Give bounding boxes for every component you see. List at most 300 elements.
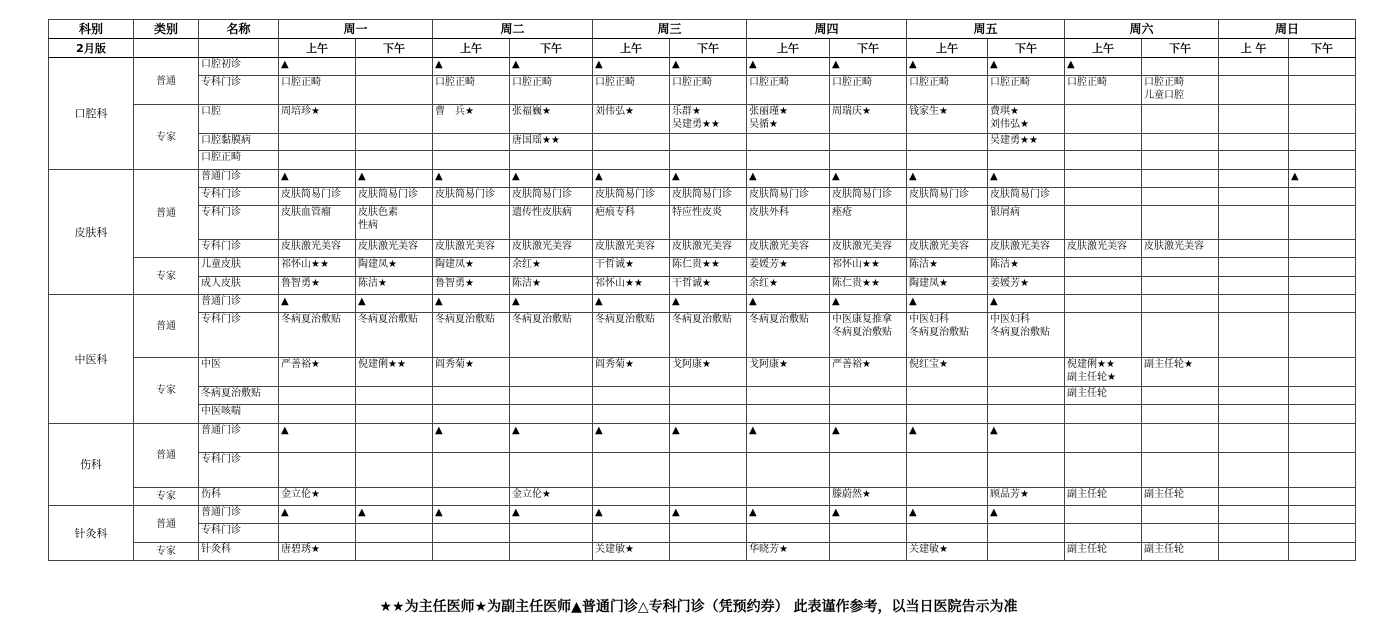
schedule-cell: 冬病夏治敷贴 — [670, 313, 747, 358]
schedule-cell — [1142, 170, 1219, 188]
clinic-name-cell: 针灸科 — [199, 543, 279, 561]
schedule-cell — [1142, 453, 1219, 488]
schedule-cell: 吴建勇★★ — [988, 134, 1065, 151]
schedule-cell: ▲ — [593, 424, 670, 453]
schedule-cell: ▲ — [747, 295, 830, 313]
schedule-cell: 陶建凤★ — [433, 258, 510, 277]
schedule-cell: 唐国瑶★★ — [510, 134, 593, 151]
schedule-cell — [279, 134, 356, 151]
schedule-cell: 皮肤激光美容 — [593, 240, 670, 258]
schedule-cell — [1289, 405, 1356, 424]
cell-line: 中医妇科 — [990, 314, 1030, 325]
schedule-cell: 口腔正畸 — [279, 76, 356, 105]
schedule-cell — [1219, 277, 1289, 295]
schedule-cell: 阎秀菊★ — [433, 358, 510, 387]
legend: ★★为主任医师★为副主任医师▲普通门诊△专科门诊（凭预约券） 此表谨作参考，以当日医院告示为准 — [379, 599, 1018, 615]
schedule-cell: ▲ — [907, 295, 988, 313]
schedule-cell: ▲ — [907, 58, 988, 76]
category-cell: 普通 — [134, 506, 199, 543]
schedule-cell — [1219, 358, 1289, 387]
department-cell: 中医科 — [49, 295, 134, 424]
schedule-cell — [747, 405, 830, 424]
schedule-cell: 倪红宝★ — [907, 358, 988, 387]
schedule-cell: 严善裕★ — [279, 358, 356, 387]
schedule-cell — [670, 543, 747, 561]
schedule-cell: 冬病夏治敷贴 — [279, 313, 356, 358]
schedule-cell: 副主任轮 — [1142, 543, 1219, 561]
cell-line: 费琪★ — [990, 106, 1019, 117]
schedule-cell — [593, 488, 670, 506]
version-label: 2月版 — [49, 39, 134, 58]
schedule-cell — [1289, 295, 1356, 313]
schedule-cell — [1289, 424, 1356, 453]
schedule-cell — [1219, 524, 1289, 543]
schedule-cell — [670, 134, 747, 151]
schedule-cell — [747, 387, 830, 405]
schedule-cell: 金立伦★ — [279, 488, 356, 506]
schedule-cell: ▲ — [356, 295, 433, 313]
schedule-cell: 副主任轮 — [1065, 488, 1142, 506]
cell-line: 刘伟弘★ — [990, 119, 1029, 130]
clinic-name-cell: 专科门诊 — [199, 76, 279, 105]
schedule-cell — [1289, 76, 1356, 105]
table-row — [49, 206, 1356, 240]
schedule-cell — [1065, 170, 1142, 188]
schedule-cell: 阎秀菊★ — [593, 358, 670, 387]
schedule-cell — [830, 405, 907, 424]
table-row — [49, 76, 1356, 105]
table-row — [49, 170, 1356, 188]
pm-header: 下午 — [1289, 39, 1356, 58]
department-cell: 伤科 — [49, 424, 134, 506]
cell-line: 吴建勇★★ — [672, 119, 720, 130]
day-header-sun: 周日 — [1219, 20, 1356, 39]
schedule-cell: 皮肤激光美容 — [433, 240, 510, 258]
schedule-cell: 银屑病 — [988, 206, 1065, 240]
schedule-cell — [747, 105, 830, 134]
cell-line: 副主任轮★ — [1067, 372, 1116, 383]
schedule-cell: 皮肤简易门诊 — [670, 188, 747, 206]
schedule-cell: 皮肤简易门诊 — [988, 188, 1065, 206]
am-header: 上午 — [1065, 39, 1142, 58]
schedule-cell — [1289, 313, 1356, 358]
schedule-cell: 皮肤简易门诊 — [907, 188, 988, 206]
schedule-cell — [1219, 488, 1289, 506]
schedule-cell — [907, 387, 988, 405]
schedule-cell — [433, 405, 510, 424]
schedule-cell: ▲ — [433, 170, 510, 188]
schedule-cell: 陈洁★ — [907, 258, 988, 277]
schedule-cell: ▲ — [670, 170, 747, 188]
schedule-cell — [670, 105, 747, 134]
schedule-cell — [1289, 387, 1356, 405]
day-header-wed: 周三 — [593, 20, 747, 39]
schedule-cell — [1219, 424, 1289, 453]
schedule-cell: ▲ — [433, 424, 510, 453]
schedule-cell: 冬病夏治敷贴 — [747, 313, 830, 358]
schedule-cell — [510, 405, 593, 424]
schedule-cell: 陶建凤★ — [907, 277, 988, 295]
cell-line: 冬病夏治敷贴 — [990, 327, 1050, 338]
schedule-cell — [907, 524, 988, 543]
schedule-cell — [1289, 258, 1356, 277]
schedule-cell — [907, 151, 988, 170]
schedule-cell: ▲ — [279, 295, 356, 313]
schedule-cell: 戈阿康★ — [670, 358, 747, 387]
schedule-cell: 鲁智勇★ — [279, 277, 356, 295]
schedule-cell — [1219, 206, 1289, 240]
schedule-cell — [510, 543, 593, 561]
cell-line: 冬病夏治敷贴 — [909, 327, 969, 338]
schedule-cell: 张福巍★ — [510, 105, 593, 134]
schedule-cell — [1142, 277, 1219, 295]
schedule-cell — [1289, 188, 1356, 206]
name-header: 名称 — [199, 20, 279, 39]
schedule-cell — [1142, 58, 1219, 76]
schedule-cell: 陈仁贵★★ — [830, 277, 907, 295]
table-row — [49, 295, 1356, 313]
schedule-cell — [1142, 76, 1219, 105]
schedule-cell: 特应性皮炎 — [670, 206, 747, 240]
schedule-cell — [988, 453, 1065, 488]
cell-line: 中医妇科 — [909, 314, 949, 325]
table-row — [49, 277, 1356, 295]
schedule-cell — [1142, 506, 1219, 524]
schedule-cell — [510, 524, 593, 543]
am-header: 上午 — [907, 39, 988, 58]
schedule-cell — [433, 524, 510, 543]
category-cell: 专家 — [134, 488, 199, 506]
clinic-name-cell: 口腔初诊 — [199, 58, 279, 76]
schedule-cell: ▲ — [593, 506, 670, 524]
schedule-cell — [1142, 313, 1219, 358]
schedule-cell — [988, 524, 1065, 543]
schedule-cell: ▲ — [830, 506, 907, 524]
schedule-cell: ▲ — [670, 424, 747, 453]
schedule-cell — [593, 134, 670, 151]
schedule-cell: ▲ — [510, 295, 593, 313]
blank-header — [199, 39, 279, 58]
schedule-cell — [670, 387, 747, 405]
category-cell: 专家 — [134, 543, 199, 561]
schedule-cell — [988, 358, 1065, 387]
schedule-cell: ▲ — [1065, 58, 1142, 76]
schedule-cell: 余红★ — [747, 277, 830, 295]
schedule-cell: 口腔正畸 — [670, 76, 747, 105]
schedule-cell — [1142, 188, 1219, 206]
schedule-cell: ▲ — [279, 424, 356, 453]
schedule-cell: 严善裕★ — [830, 358, 907, 387]
schedule-cell: ▲ — [1289, 170, 1356, 188]
schedule-cell: 皮肤激光美容 — [907, 240, 988, 258]
schedule-cell — [1219, 313, 1289, 358]
schedule-cell — [747, 151, 830, 170]
dept-header: 科别 — [49, 20, 134, 39]
schedule-cell — [747, 488, 830, 506]
schedule-cell: 戈阿康★ — [747, 358, 830, 387]
clinic-name-cell: 中医咳喘 — [199, 405, 279, 424]
schedule-cell — [1219, 295, 1289, 313]
schedule-cell: 姜媛芳★ — [747, 258, 830, 277]
schedule-cell — [1142, 134, 1219, 151]
schedule-cell — [1219, 188, 1289, 206]
schedule-cell — [1219, 58, 1289, 76]
schedule-cell: 倪建俐★★ — [356, 358, 433, 387]
schedule-cell: 刘伟弘★ — [593, 105, 670, 134]
schedule-cell — [356, 76, 433, 105]
schedule-cell — [747, 524, 830, 543]
clinic-name-cell: 专科门诊 — [199, 453, 279, 488]
schedule-cell: ▲ — [593, 58, 670, 76]
clinic-name-cell: 普通门诊 — [199, 506, 279, 524]
category-cell: 专家 — [134, 105, 199, 170]
schedule-cell: 陶建凤★ — [356, 258, 433, 277]
day-header-thu: 周四 — [747, 20, 907, 39]
am-header: 上午 — [279, 39, 356, 58]
schedule-cell — [1065, 105, 1142, 134]
schedule-cell — [1065, 453, 1142, 488]
schedule-cell: 冬病夏治敷贴 — [356, 313, 433, 358]
schedule-cell: 周培珍★ — [279, 105, 356, 134]
cell-line: 倪建俐★★ — [1067, 359, 1115, 370]
schedule-cell — [988, 543, 1065, 561]
clinic-name-cell: 伤科 — [199, 488, 279, 506]
schedule-cell: 遗传性皮肤病 — [510, 206, 593, 240]
schedule-cell: 皮肤简易门诊 — [279, 188, 356, 206]
schedule-cell: ▲ — [670, 58, 747, 76]
schedule-table — [48, 19, 1356, 561]
schedule-cell — [433, 453, 510, 488]
schedule-cell: 皮肤激光美容 — [356, 240, 433, 258]
schedule-cell — [433, 543, 510, 561]
schedule-cell — [907, 453, 988, 488]
pm-header: 下午 — [510, 39, 593, 58]
pm-header: 下午 — [1142, 39, 1219, 58]
schedule-cell: 皮肤激光美容 — [1142, 240, 1219, 258]
clinic-name-cell: 中医 — [199, 358, 279, 387]
schedule-cell: ▲ — [356, 506, 433, 524]
category-cell: 普通 — [134, 295, 199, 358]
cell-line: 乐群★ — [672, 106, 701, 117]
schedule-cell: 陈洁★ — [356, 277, 433, 295]
schedule-cell — [1142, 387, 1219, 405]
schedule-cell: 姜媛芳★ — [988, 277, 1065, 295]
schedule-cell — [279, 405, 356, 424]
schedule-cell: 皮肤简易门诊 — [747, 188, 830, 206]
schedule-cell: ▲ — [747, 58, 830, 76]
table-row — [49, 453, 1356, 488]
schedule-cell: ▲ — [747, 506, 830, 524]
schedule-cell: 口腔正畸 — [593, 76, 670, 105]
schedule-cell — [1289, 240, 1356, 258]
schedule-cell — [988, 405, 1065, 424]
schedule-cell — [1219, 76, 1289, 105]
am-header: 上 午 — [1219, 39, 1289, 58]
schedule-cell: 皮肤激光美容 — [1065, 240, 1142, 258]
pm-header: 下午 — [670, 39, 747, 58]
schedule-cell: 副主任轮 — [1142, 488, 1219, 506]
schedule-cell — [907, 134, 988, 151]
table-row — [49, 151, 1356, 170]
table-row — [49, 405, 1356, 424]
schedule-cell: 曹 兵★ — [433, 105, 510, 134]
schedule-cell: 皮肤简易门诊 — [510, 188, 593, 206]
schedule-cell — [356, 543, 433, 561]
schedule-cell — [1065, 188, 1142, 206]
clinic-name-cell: 专科门诊 — [199, 313, 279, 358]
schedule-cell — [356, 488, 433, 506]
schedule-cell — [1289, 488, 1356, 506]
schedule-cell — [1219, 170, 1289, 188]
schedule-cell — [279, 151, 356, 170]
schedule-cell: 口腔正畸 — [747, 76, 830, 105]
table-row — [49, 258, 1356, 277]
schedule-cell: ▲ — [279, 506, 356, 524]
table-row — [49, 424, 1356, 453]
schedule-cell — [1065, 295, 1142, 313]
schedule-cell: 口腔正畸 — [907, 76, 988, 105]
schedule-cell: ▲ — [988, 506, 1065, 524]
table-row — [49, 58, 1356, 76]
schedule-cell: 皮肤激光美容 — [830, 240, 907, 258]
schedule-cell — [670, 488, 747, 506]
schedule-cell — [1065, 277, 1142, 295]
schedule-cell — [593, 387, 670, 405]
schedule-cell — [1289, 524, 1356, 543]
schedule-cell — [510, 387, 593, 405]
schedule-cell: 鲁智勇★ — [433, 277, 510, 295]
schedule-cell — [1065, 358, 1142, 387]
schedule-cell — [593, 524, 670, 543]
clinic-name-cell: 口腔正畸 — [199, 151, 279, 170]
schedule-cell — [1142, 524, 1219, 543]
schedule-cell: ▲ — [747, 170, 830, 188]
schedule-cell — [670, 453, 747, 488]
pm-header: 下午 — [830, 39, 907, 58]
schedule-cell: 皮肤激光美容 — [747, 240, 830, 258]
table-row — [49, 387, 1356, 405]
cell-line: 皮肤色素 — [358, 207, 398, 218]
schedule-cell: ▲ — [433, 295, 510, 313]
schedule-cell — [1219, 151, 1289, 170]
schedule-cell — [356, 387, 433, 405]
schedule-cell — [1219, 105, 1289, 134]
schedule-cell — [1289, 151, 1356, 170]
department-cell: 皮肤科 — [49, 170, 134, 295]
schedule-cell: ▲ — [510, 170, 593, 188]
schedule-cell: 口腔正畸 — [510, 76, 593, 105]
schedule-cell — [510, 358, 593, 387]
schedule-cell — [593, 151, 670, 170]
pm-header: 下午 — [356, 39, 433, 58]
schedule-cell: ▲ — [907, 170, 988, 188]
schedule-cell: 皮肤血管瘤 — [279, 206, 356, 240]
schedule-cell — [1289, 277, 1356, 295]
cell-line: 儿童口腔 — [1144, 90, 1184, 101]
schedule-cell: 口腔正畸 — [433, 76, 510, 105]
schedule-cell — [1065, 313, 1142, 358]
schedule-cell — [1219, 134, 1289, 151]
schedule-cell — [830, 151, 907, 170]
schedule-cell — [907, 206, 988, 240]
day-header-mon: 周一 — [279, 20, 433, 39]
schedule-cell: ▲ — [279, 170, 356, 188]
schedule-cell — [1142, 151, 1219, 170]
schedule-cell: ▲ — [670, 295, 747, 313]
schedule-cell — [356, 134, 433, 151]
schedule-cell: 陈洁★ — [510, 277, 593, 295]
cell-line: 吴循★ — [749, 119, 778, 130]
schedule-cell: 周瑞庆★ — [830, 105, 907, 134]
schedule-cell — [988, 387, 1065, 405]
schedule-cell — [747, 453, 830, 488]
schedule-cell — [1065, 206, 1142, 240]
schedule-cell: ▲ — [593, 170, 670, 188]
schedule-cell — [1219, 543, 1289, 561]
schedule-cell: 口腔正畸 — [1065, 76, 1142, 105]
schedule-cell: 皮肤外科 — [747, 206, 830, 240]
cell-line: 性病 — [358, 220, 378, 231]
schedule-cell: 冬病夏治敷贴 — [433, 313, 510, 358]
schedule-cell — [830, 543, 907, 561]
schedule-cell: 副主任轮★ — [1142, 358, 1219, 387]
cell-line: 中医康复推拿 — [832, 314, 892, 325]
schedule-cell — [1289, 543, 1356, 561]
schedule-cell — [356, 453, 433, 488]
schedule-cell: ▲ — [988, 58, 1065, 76]
schedule-cell: 干哲诚★ — [670, 277, 747, 295]
schedule-cell — [1065, 524, 1142, 543]
schedule-cell: ▲ — [988, 424, 1065, 453]
schedule-cell — [1219, 258, 1289, 277]
schedule-cell: 口腔正畸 — [988, 76, 1065, 105]
schedule-cell: 关建敏★ — [593, 543, 670, 561]
clinic-name-cell: 普通门诊 — [199, 170, 279, 188]
schedule-cell — [988, 313, 1065, 358]
schedule-cell — [1065, 405, 1142, 424]
schedule-cell — [1142, 405, 1219, 424]
clinic-name-cell: 普通门诊 — [199, 424, 279, 453]
schedule-cell — [1065, 424, 1142, 453]
schedule-cell — [1289, 206, 1356, 240]
schedule-cell: ▲ — [988, 295, 1065, 313]
day-header-tue: 周二 — [433, 20, 593, 39]
schedule-cell: 副主任轮 — [1065, 387, 1142, 405]
schedule-cell — [279, 387, 356, 405]
cell-line: 张丽瑾★ — [749, 106, 788, 117]
schedule-cell: 钱家生★ — [907, 105, 988, 134]
schedule-cell — [1289, 105, 1356, 134]
schedule-cell: 陈仁贵★★ — [670, 258, 747, 277]
schedule-cell — [1065, 506, 1142, 524]
schedule-cell: 干哲诚★ — [593, 258, 670, 277]
table-row — [49, 543, 1356, 561]
schedule-cell: 皮肤简易门诊 — [593, 188, 670, 206]
schedule-cell: ▲ — [433, 58, 510, 76]
schedule-cell — [907, 405, 988, 424]
schedule-cell — [356, 105, 433, 134]
schedule-cell — [830, 524, 907, 543]
schedule-cell — [433, 387, 510, 405]
schedule-cell: 皮肤简易门诊 — [830, 188, 907, 206]
schedule-cell: 唐碧琇★ — [279, 543, 356, 561]
schedule-cell — [593, 405, 670, 424]
schedule-cell: ▲ — [670, 506, 747, 524]
schedule-cell: 冬病夏治敷贴 — [593, 313, 670, 358]
schedule-cell — [356, 424, 433, 453]
clinic-name-cell: 口腔 — [199, 105, 279, 134]
cell-line: 冬病夏治敷贴 — [832, 327, 892, 338]
